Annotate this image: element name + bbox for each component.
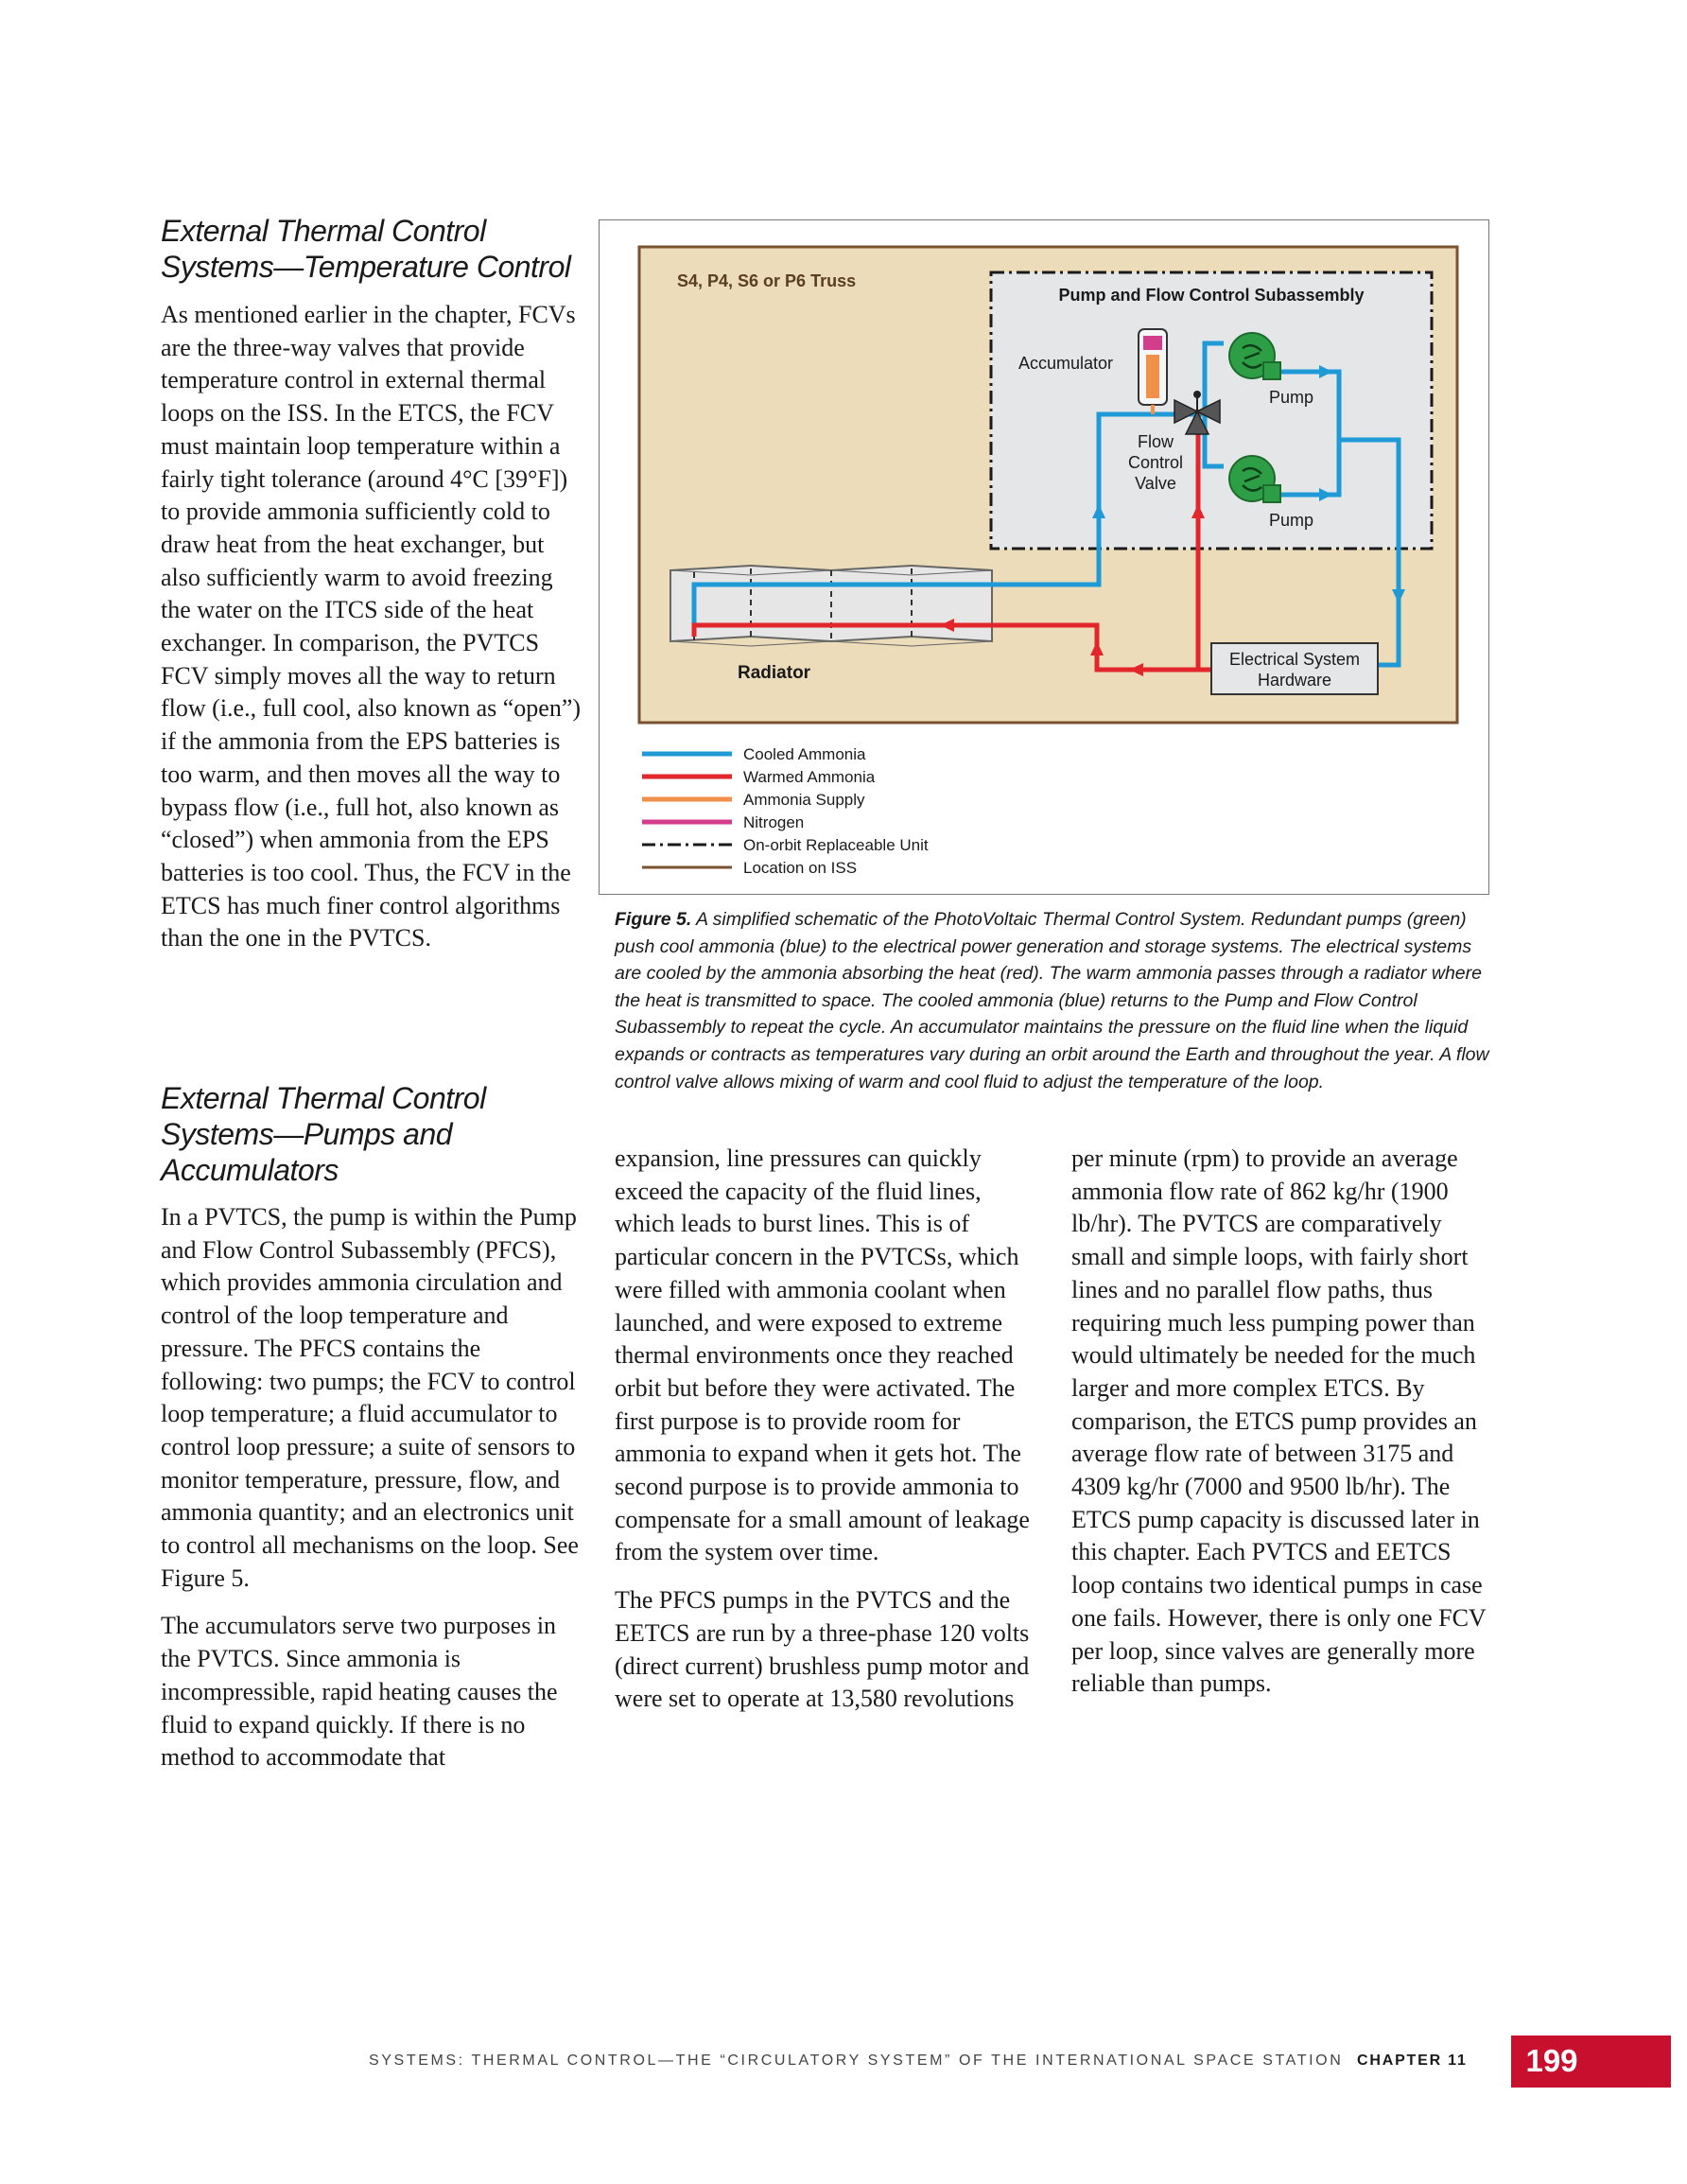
fcv-label-line2: Control bbox=[1127, 453, 1184, 472]
radiator-label: Radiator bbox=[738, 663, 811, 683]
body-paragraph bbox=[161, 299, 584, 969]
body-column-2 bbox=[615, 1143, 1038, 1729]
legend-label: Warmed Ammonia bbox=[743, 768, 876, 786]
body-paragraphs-pumps bbox=[161, 1201, 584, 1788]
paragraph-temperature-control: As mentioned earlier in the chapter, FCVs are the three-way valves that provide temperature control in external thermal loops on the ISS. In the ETCS, the FCV must maintain loop temperature within a fairly tight tolerance (around 4°C [39°F]) to provide ammonia sufficiently cold to draw heat from the heat exchanger, but also sufficiently warm to avoid freezing the water on the ITCS side of the heat exchanger. In comparison, the PVTCS FCV simply moves all the way to return flow (i.e., full cool, also known as “open”) if the ammonia from the EPS batteries is too warm, and then moves all the way to bypass flow (i.e., full hot, also known as “closed”) when ammonia from the EPS batteries is too cool. Thus, the FCV in the ETCS has much finer control algorithms than the one in the PVTCS. bbox=[161, 301, 582, 952]
legend-label: Location on ISS bbox=[743, 859, 858, 877]
legend-label: Nitrogen bbox=[743, 813, 805, 831]
pump-label-2: Pump bbox=[1269, 511, 1314, 530]
paragraph-pfcs: In a PVTCS, the pump is within the Pump and Flow Control Subassembly (PFCS), which provides ammonia circulation and control of the loop temperature and pressure. The PFCS contains the following: two pumps; the FCV to control loop temperature; a fluid accumulator to control loop pressure; a suite of sensors to monitor temperature, pressure, flow, and ammonia quantity; and an electronics unit to control all mechanisms on the loop. See Figure 5. bbox=[161, 1203, 579, 1592]
page-number-tab bbox=[1511, 2035, 1671, 2088]
heading-line: Accumulators bbox=[161, 1153, 339, 1187]
figure-caption bbox=[615, 906, 1494, 1095]
chapter-label: CHAPTER 11 bbox=[1357, 2053, 1468, 2069]
legend-label: Cooled Ammonia bbox=[743, 745, 866, 763]
page-number: 199 bbox=[1525, 2043, 1578, 2078]
figure-legend bbox=[642, 745, 929, 877]
caption-label: Figure 5. bbox=[615, 909, 692, 930]
subassembly-label: Pump and Flow Control Subassembly bbox=[1058, 286, 1365, 305]
legend-label: Ammonia Supply bbox=[743, 791, 865, 809]
figure-frame bbox=[599, 219, 1489, 895]
section-heading-pumps-accumulators bbox=[161, 1080, 586, 1188]
paragraph-expansion: expansion, line pressures can quickly exceed the capacity of the fluid lines, which leads to burst lines. This is of particular concern in the PVTCSs, which were filled with ammonia coolant when launched, and were exposed to extreme thermal environments once they reached orbit but before they were activated. The first purpose is to provide room for ammonia to expand when it gets hot. The second purpose is to provide ammonia to compensate for a small amount of leakage from the system over time. bbox=[615, 1144, 1030, 1566]
fcv-label-line1: Flow bbox=[1137, 432, 1174, 451]
paragraph-accumulators: The accumulators serve two purposes in the PVTCS. Since ammonia is incompressible, rapid heating causes the fluid to expand quickly. If there is no method to accommodate that bbox=[161, 1612, 558, 1772]
heading-line: Systems—Pumps and bbox=[161, 1117, 453, 1151]
section-heading-temperature-control bbox=[161, 213, 586, 285]
accumulator-label: Accumulator bbox=[1018, 354, 1114, 373]
truss-label: S4, P4, S6 or P6 Truss bbox=[677, 271, 857, 290]
paragraph-pump-motor: The PFCS pumps in the PVTCS and the EETCS are run by a three-phase 120 volts (direct current) brushless pump motor and were set to operate at 13,580 revolutions bbox=[615, 1586, 1030, 1713]
fcv-label-line3: Valve bbox=[1135, 474, 1176, 493]
electrical-label-line1: Electrical System bbox=[1228, 650, 1361, 669]
running-head: SYSTEMS: THERMAL CONTROL—THE “CIRCULATORY SYSTEM” OF THE INTERNATIONAL SPACE STATION bbox=[369, 2053, 1344, 2069]
electrical-label-line2: Hardware bbox=[1257, 671, 1332, 690]
heading-line: External Thermal Control bbox=[161, 1081, 486, 1115]
accumulator bbox=[1139, 329, 1167, 414]
pump-label-1: Pump bbox=[1269, 388, 1314, 407]
radiator bbox=[670, 566, 992, 646]
caption-text: A simplified schematic of the PhotoVoltaic Thermal Control System. Redundant pumps (green) push cool ammonia (blue) to the electrical power generation and storage systems. The electrical systems are cooled by the ammonia absorbing the heat (red). The warm ammonia passes through a radiator where the heat is transmitted to space. The cooled ammonia (blue) returns to the Pump and Flow Control Subassembly to repeat the cycle. An accumulator maintains the pressure on the fluid line when the liquid expands or contracts as temperatures vary during an orbit around the Earth and throughout the year. A flow control valve allows mixing of warm and cool fluid to adjust the temperature of the loop. bbox=[615, 909, 1489, 1092]
body-column-3 bbox=[1071, 1143, 1487, 1714]
heading-line: External Thermal Control bbox=[161, 214, 486, 248]
legend-label: On-orbit Replaceable Unit bbox=[743, 836, 929, 854]
heading-line: Systems—Temperature Control bbox=[161, 250, 571, 284]
paragraph-flow-rate: per minute (rpm) to provide an average ammonia flow rate of 862 kg/hr (1900 lb/hr). The PVTCS are comparatively small and simple loops, with fairly short lines and no parallel flow paths, thus requiring much less pumping power than would ultimately be needed for the much larger and more complex ETCS. By comparison, the ETCS pump provides an average flow rate of between 3175 and 4309 kg/hr (7000 and 9500 lb/hr). The ETCS pump capacity is discussed later in this chapter. Each PVTCS and EETCS loop contains two identical pumps in case one fails. However, there is only one FCV per loop, since valves are generally more reliable than pumps. bbox=[1071, 1144, 1487, 1698]
pvtcs-schematic bbox=[600, 220, 1488, 894]
